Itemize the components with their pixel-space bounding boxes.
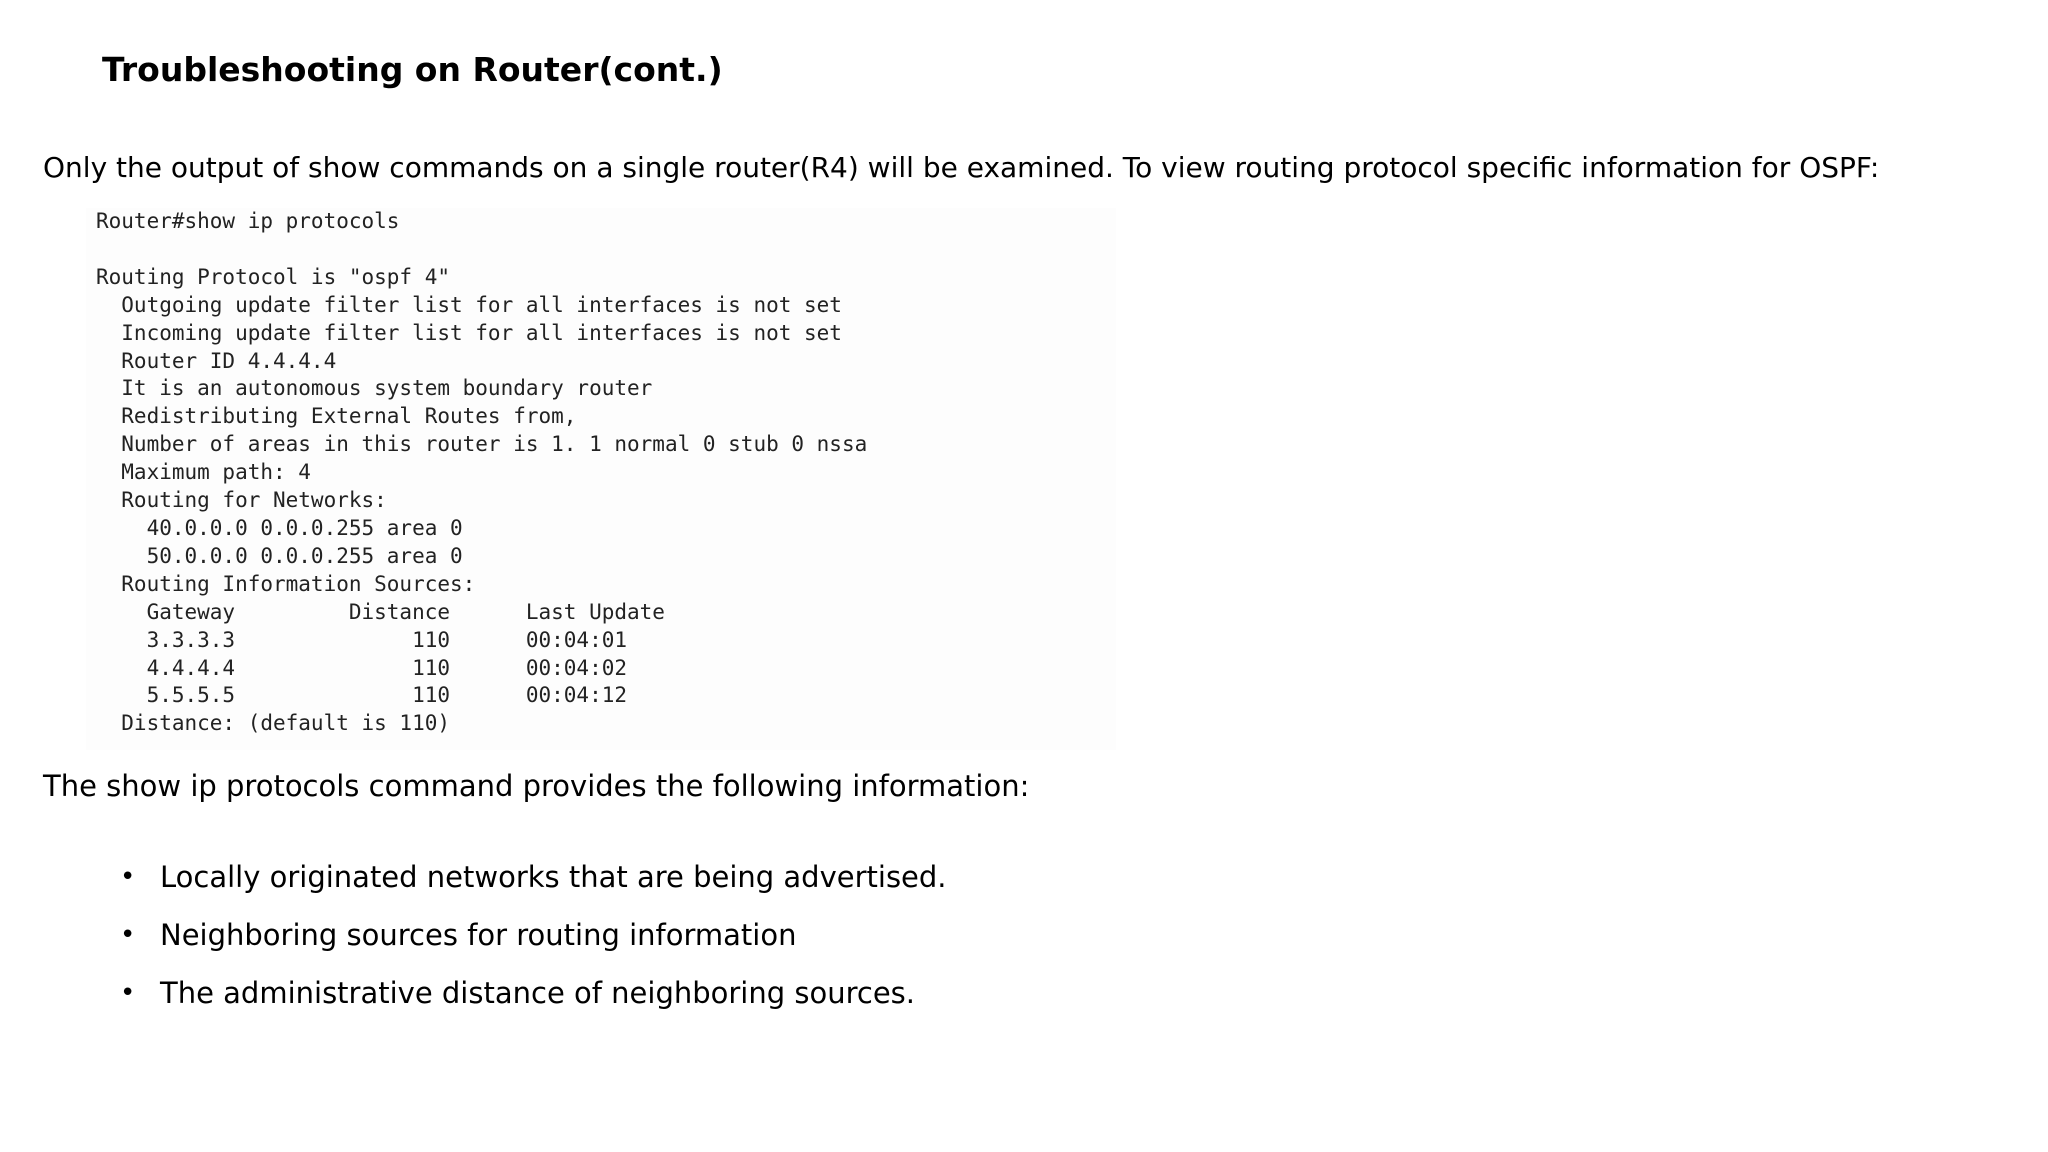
terminal-line: 5.5.5.5 110 00:04:12 [96,683,628,708]
terminal-line: Incoming update filter list for all interfaces is not set [96,320,842,345]
terminal-line: Routing for Networks: [96,488,387,513]
terminal-line: Outgoing update filter list for all interfaces is not set [96,292,842,317]
bullet-icon: • [120,978,136,1008]
slide-title: Troubleshooting on Router(cont.) [102,50,723,89]
terminal-line: Gateway Distance Last Update [96,599,665,624]
terminal-line: Redistributing External Routes from, [96,404,577,429]
terminal-line: Router#show ip protocols [96,209,400,233]
intro-paragraph: Only the output of show commands on a single router(R4) will be examined. To view routing protocol specific information for OSPF: [43,151,1880,184]
terminal-line: Router ID 4.4.4.4 [96,348,337,373]
list-item-text: Locally originated networks that are being advertised. [160,860,947,894]
terminal-line: Maximum path: 4 [96,460,311,485]
terminal-line: It is an autonomous system boundary router [96,376,653,401]
bullet-list [120,848,947,1022]
terminal-output [86,208,1116,750]
terminal-line: Routing Information Sources: [96,571,476,596]
command-output-text [86,208,1116,738]
terminal-line: 4.4.4.4 110 00:04:02 [96,655,628,680]
list-item [120,848,947,906]
terminal-line: Routing Protocol is "ospf 4" [96,264,451,289]
terminal-line: 40.0.0.0 0.0.0.255 area 0 [96,515,463,540]
list-item [120,964,947,1022]
terminal-line: 50.0.0.0 0.0.0.255 area 0 [96,543,463,568]
bullet-icon: • [120,920,136,950]
list-item-text: The administrative distance of neighboring sources. [160,976,916,1010]
bullet-icon: • [120,862,136,892]
terminal-line: 3.3.3.3 110 00:04:01 [96,627,628,652]
terminal-line: Number of areas in this router is 1. 1 normal 0 stub 0 nssa [96,432,868,457]
list-item [120,906,947,964]
list-item-text: Neighboring sources for routing information [160,918,797,952]
summary-paragraph: The show ip protocols command provides the following information: [43,769,1030,803]
terminal-line: Distance: (default is 110) [96,711,451,736]
